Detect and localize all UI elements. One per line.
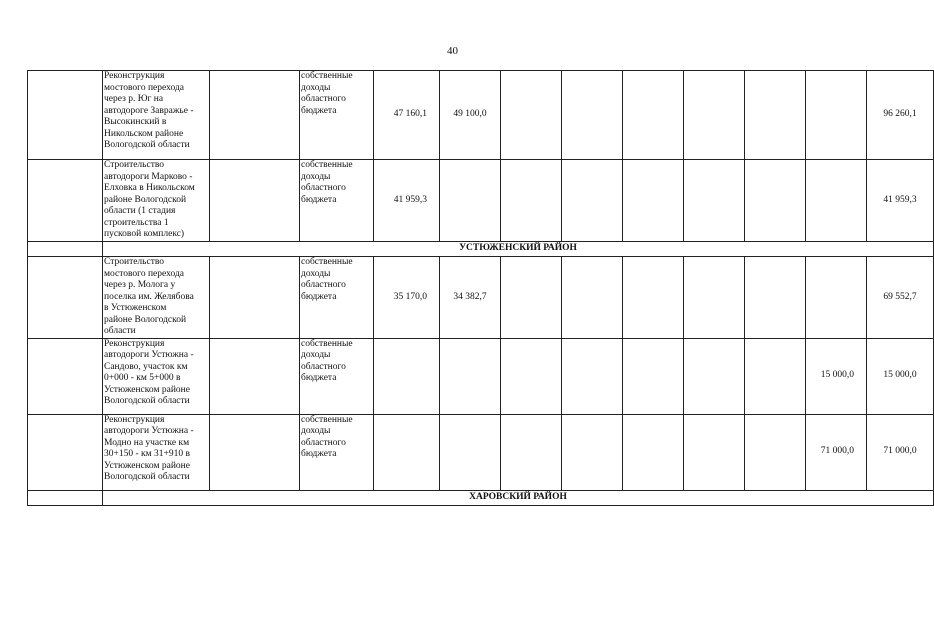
- table-cell: [745, 160, 806, 242]
- project-description: Строительство автодороги Марково - Елховка в Никольском районе Вологодской области (1 стадия строительства 1 пусковой комплекс): [103, 160, 210, 242]
- table-cell: [684, 257, 745, 339]
- table-cell: [745, 338, 806, 414]
- table-cell: [210, 414, 300, 490]
- funding-source: собственные доходы областного бюджета: [300, 160, 374, 242]
- total-cell: 41 959,3: [867, 160, 934, 242]
- funding-source: собственные доходы областного бюджета: [300, 257, 374, 339]
- amount-cell: [806, 71, 867, 160]
- total-cell: 71 000,0: [867, 414, 934, 490]
- project-description: Реконструкция автодороги Устюжна - Сандово, участок км 0+000 - км 5+000 в Устюженском районе Вологодской области: [103, 338, 210, 414]
- table-cell: [501, 338, 562, 414]
- table-cell: [210, 257, 300, 339]
- total-cell: 69 552,7: [867, 257, 934, 339]
- table-cell: [745, 71, 806, 160]
- table-cell: [684, 71, 745, 160]
- table-cell: [28, 338, 103, 414]
- funding-source: собственные доходы областного бюджета: [300, 338, 374, 414]
- table-cell: [684, 338, 745, 414]
- region-header-row: [28, 242, 934, 257]
- region-title: ХАРОВСКИЙ РАЙОН: [103, 490, 934, 505]
- table-cell: [623, 414, 684, 490]
- region-title: УСТЮЖЕНСКИЙ РАЙОН: [103, 242, 934, 257]
- page-number: 40: [447, 45, 458, 57]
- table-cell: [210, 160, 300, 242]
- table-cell: [684, 160, 745, 242]
- total-cell: 96 260,1: [867, 71, 934, 160]
- table-cell: [28, 490, 103, 505]
- funding-source: собственные доходы областного бюджета: [300, 414, 374, 490]
- amount-cell: [374, 414, 440, 490]
- table-cell: [745, 257, 806, 339]
- amount-cell: [374, 338, 440, 414]
- table-cell: [28, 414, 103, 490]
- amount-cell: 49 100,0: [440, 71, 501, 160]
- amount-cell: 34 382,7: [440, 257, 501, 339]
- region-header-row: [28, 490, 934, 505]
- table-cell: [28, 160, 103, 242]
- table-cell: [28, 257, 103, 339]
- amount-cell: [440, 160, 501, 242]
- table-cell: [501, 71, 562, 160]
- table-cell: [562, 414, 623, 490]
- project-description: Строительство мостового перехода через р. Молога у поселка им. Желябова в Устюженском районе Вологодской области: [103, 257, 210, 339]
- table-cell: [623, 160, 684, 242]
- table-cell: [745, 414, 806, 490]
- table-cell: [562, 338, 623, 414]
- funding-source: собственные доходы областного бюджета: [300, 71, 374, 160]
- table-cell: [623, 71, 684, 160]
- project-description: Реконструкция автодороги Устюжна - Модно на участке км 30+150 - км 31+910 в Устюженском районе Вологодской области: [103, 414, 210, 490]
- table-cell: [562, 257, 623, 339]
- table-row: [28, 414, 934, 490]
- table-row: [28, 71, 934, 160]
- table-cell: [210, 338, 300, 414]
- amount-cell: [806, 160, 867, 242]
- table-cell: [562, 160, 623, 242]
- table-cell: [28, 242, 103, 257]
- project-description: Реконструкция мостового перехода через р. Юг на автодороге Завражье - Высокинский в Никольском районе Вологодской области: [103, 71, 210, 160]
- table-row: [28, 160, 934, 242]
- table-cell: [501, 257, 562, 339]
- amount-cell: 41 959,3: [374, 160, 440, 242]
- budget-table: [27, 70, 934, 506]
- table-cell: [562, 71, 623, 160]
- table-cell: [210, 71, 300, 160]
- table-row: [28, 257, 934, 339]
- amount-cell: [440, 338, 501, 414]
- table-cell: [28, 71, 103, 160]
- table-row: [28, 338, 934, 414]
- amount-cell: 15 000,0: [806, 338, 867, 414]
- amount-cell: 71 000,0: [806, 414, 867, 490]
- table-cell: [623, 338, 684, 414]
- total-cell: 15 000,0: [867, 338, 934, 414]
- table-cell: [501, 160, 562, 242]
- table-cell: [684, 414, 745, 490]
- table-cell: [501, 414, 562, 490]
- amount-cell: 35 170,0: [374, 257, 440, 339]
- table-cell: [623, 257, 684, 339]
- amount-cell: 47 160,1: [374, 71, 440, 160]
- amount-cell: [440, 414, 501, 490]
- amount-cell: [806, 257, 867, 339]
